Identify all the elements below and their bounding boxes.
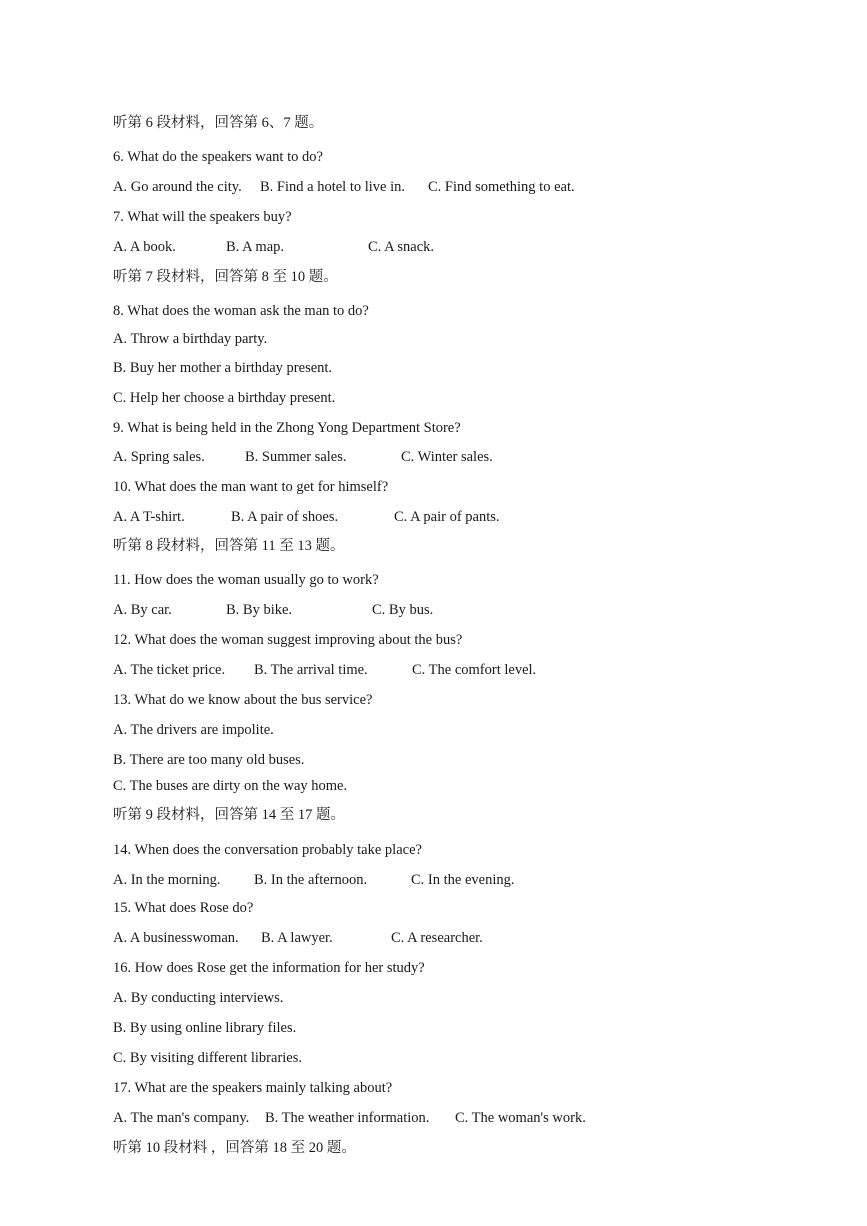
question-16-stem: 16. How does Rose get the information for her study? [113, 960, 425, 976]
question-10-option-a: A. A T-shirt. [113, 509, 185, 525]
question-11-option-b: B. By bike. [226, 602, 293, 618]
question-9-stem: 9. What is being held in the Zhong Yong Department Store? [113, 420, 461, 436]
question-7-option-a: A. A book. [113, 239, 176, 255]
question-12-stem: 12. What does the woman suggest improving about the bus? [113, 632, 463, 648]
question-13-option-c: C. The buses are dirty on the way home. [113, 778, 348, 794]
section-heading-6: 听第 6 段材料，回答第 6、7 题。 [113, 115, 324, 131]
question-8-option-b: B. Buy her mother a birthday present. [113, 360, 333, 376]
question-17-option-a: A. The man's company. [113, 1110, 250, 1126]
question-14-option-b: B. In the afternoon. [254, 872, 368, 888]
question-15-stem: 15. What does Rose do? [113, 900, 254, 916]
question-17-option-b: B. The weather information. [265, 1110, 430, 1126]
question-9-option-c: C. Winter sales. [401, 449, 493, 465]
question-13-option-a: A. The drivers are impolite. [113, 722, 274, 738]
question-14-option-c: C. In the evening. [411, 872, 515, 888]
question-14-stem: 14. When does the conversation probably take place? [113, 842, 422, 858]
question-16-option-a: A. By conducting interviews. [113, 990, 284, 1006]
question-7-option-b: B. A map. [226, 239, 285, 255]
question-12-option-a: A. The ticket price. [113, 662, 226, 678]
question-17-stem: 17. What are the speakers mainly talking about? [113, 1080, 393, 1096]
question-6-option-b: B. Find a hotel to live in. [260, 179, 405, 195]
question-6-option-a: A. Go around the city. [113, 179, 242, 195]
question-15-option-b: B. A lawyer. [261, 930, 333, 946]
question-7-option-c: C. A snack. [368, 239, 435, 255]
question-10-stem: 10. What does the man want to get for himself? [113, 479, 389, 495]
question-16-option-b: B. By using online library files. [113, 1020, 297, 1036]
question-12-option-b: B. The arrival time. [254, 662, 368, 678]
question-13-stem: 13. What do we know about the bus service? [113, 692, 373, 708]
question-14-option-a: A. In the morning. [113, 872, 221, 888]
question-16-option-c: C. By visiting different libraries. [113, 1050, 303, 1066]
question-9-option-a: A. Spring sales. [113, 449, 205, 465]
question-11-option-c: C. By bus. [372, 602, 434, 618]
section-heading-10: 听第 10 段材料 ，回答第 18 至 20 题。 [113, 1140, 356, 1156]
question-15-option-c: C. A researcher. [391, 930, 483, 946]
question-13-option-b: B. There are too many old buses. [113, 752, 305, 768]
question-12-option-c: C. The comfort level. [412, 662, 537, 678]
section-heading-9: 听第 9 段材料，回答第 14 至 17 题。 [113, 807, 345, 823]
question-17-option-c: C. The woman's work. [455, 1110, 586, 1126]
question-8-stem: 8. What does the woman ask the man to do? [113, 303, 369, 319]
question-10-option-b: B. A pair of shoes. [231, 509, 339, 525]
question-7-stem: 7. What will the speakers buy? [113, 209, 292, 225]
question-11-stem: 11. How does the woman usually go to work? [113, 572, 379, 588]
question-9-option-b: B. Summer sales. [245, 449, 347, 465]
section-heading-8: 听第 8 段材料，回答第 11 至 13 题。 [113, 538, 345, 554]
question-8-option-c: C. Help her choose a birthday present. [113, 390, 336, 406]
question-11-option-a: A. By car. [113, 602, 172, 618]
question-6-option-c: C. Find something to eat. [428, 179, 575, 195]
question-15-option-a: A. A businesswoman. [113, 930, 239, 946]
question-10-option-c: C. A pair of pants. [394, 509, 500, 525]
question-8-option-a: A. Throw a birthday party. [113, 331, 268, 347]
section-heading-7: 听第 7 段材料，回答第 8 至 10 题。 [113, 269, 338, 285]
question-6-stem: 6. What do the speakers want to do? [113, 149, 323, 165]
